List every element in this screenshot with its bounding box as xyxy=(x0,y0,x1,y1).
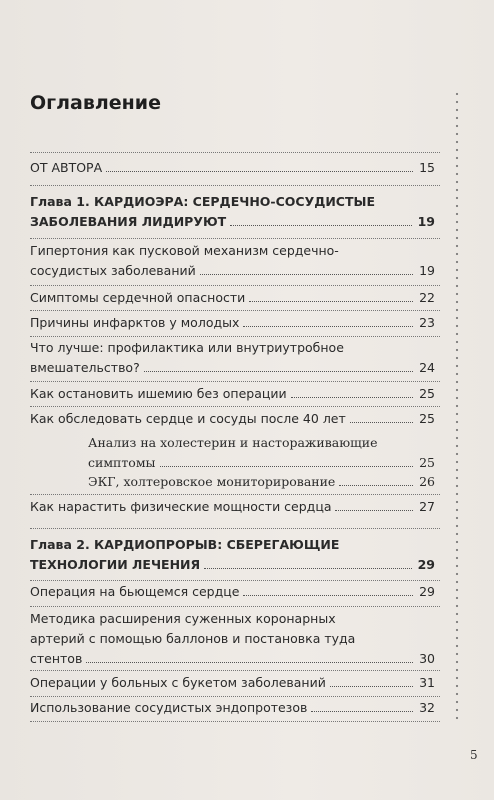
entry-text: Что лучше: профилактика или внутриутробное xyxy=(30,340,344,355)
toc-entry-endoprostheses[interactable] xyxy=(30,698,435,718)
entry-text: Использование сосудистых эндопротезов xyxy=(30,700,308,715)
entry-page: 19 xyxy=(417,214,435,229)
entry-text: вмешательство? xyxy=(30,360,140,375)
separator xyxy=(30,670,440,671)
entry-text: Как нарастить физические мощности сердца xyxy=(30,499,332,514)
entry-page: 32 xyxy=(419,700,435,715)
toc-entry-infarct-causes[interactable] xyxy=(30,313,435,333)
entry-text: Анализ на холестерин и настораживающие xyxy=(88,435,378,450)
separator xyxy=(30,528,440,529)
toc-entry-beating-heart[interactable] xyxy=(30,582,435,602)
separator xyxy=(30,238,440,239)
entry-page: 29 xyxy=(417,557,435,572)
entry-page: 25 xyxy=(419,386,435,401)
toc-title: Оглавление xyxy=(30,92,161,114)
separator xyxy=(30,336,440,337)
toc-entry-prevention[interactable] xyxy=(30,338,435,378)
toc-entry-ischemia[interactable] xyxy=(30,384,435,404)
entry-page: 25 xyxy=(419,411,435,426)
entry-page: 23 xyxy=(419,315,435,330)
toc-entry-multiple-diseases[interactable] xyxy=(30,673,435,693)
toc-entry-examine-heart[interactable] xyxy=(30,409,435,429)
separator xyxy=(30,406,440,407)
separator xyxy=(30,696,440,697)
page-number: 5 xyxy=(470,748,478,762)
separator xyxy=(30,381,440,382)
separator xyxy=(30,285,440,286)
entry-page: 30 xyxy=(419,651,435,666)
separator xyxy=(30,152,440,153)
entry-page: 31 xyxy=(419,675,435,690)
entry-text: ЭКГ, холтеровское мониторирование xyxy=(88,474,336,489)
toc-subentry-ecg[interactable] xyxy=(88,472,435,492)
entry-text: Глава 1. КАРДИОЭРА: СЕРДЕЧНО-СОСУДИСТЫЕ xyxy=(30,194,376,209)
entry-page: 26 xyxy=(419,474,435,489)
toc-entry-author[interactable] xyxy=(30,158,435,178)
entry-text: Гипертония как пусковой механизм сердечно- xyxy=(30,243,339,258)
entry-text: Как остановить ишемию без операции xyxy=(30,386,287,401)
entry-text: Операции у больных с букетом заболеваний xyxy=(30,675,326,690)
entry-text: ОТ АВТОРА xyxy=(30,160,103,175)
entry-text: стентов xyxy=(30,651,83,666)
entry-text: Операция на бьющемся сердце xyxy=(30,584,240,599)
entry-text: ЗАБОЛЕВАНИЯ ЛИДИРУЮТ xyxy=(30,214,227,229)
separator xyxy=(30,185,440,186)
entry-page: 29 xyxy=(419,584,435,599)
entry-text: ТЕХНОЛОГИИ ЛЕЧЕНИЯ xyxy=(30,557,201,572)
entry-text: Причины инфарктов у молодых xyxy=(30,315,240,330)
separator xyxy=(30,580,440,581)
separator xyxy=(30,310,440,311)
entry-page: 19 xyxy=(419,263,435,278)
toc-entry-chapter-2[interactable] xyxy=(30,535,435,575)
toc-entry-heart-power[interactable] xyxy=(30,497,435,517)
entry-page: 22 xyxy=(419,290,435,305)
entry-text: Симптомы сердечной опасности xyxy=(30,290,246,305)
dotted-rail xyxy=(455,90,459,720)
entry-text: Как обследовать сердце и сосуды после 40 лет xyxy=(30,411,346,426)
separator xyxy=(30,606,440,607)
entry-page: 24 xyxy=(419,360,435,375)
toc-entry-chapter-1[interactable] xyxy=(30,192,435,232)
entry-text: сосудистых заболеваний xyxy=(30,263,196,278)
entry-page: 27 xyxy=(419,499,435,514)
toc-entry-stents[interactable] xyxy=(30,609,435,669)
entry-page: 15 xyxy=(419,160,435,175)
entry-text: артерий с помощью баллонов и постановка туда xyxy=(30,631,356,646)
entry-text: Методика расширения суженных коронарных xyxy=(30,611,336,626)
toc-subentry-cholesterol[interactable] xyxy=(88,433,435,473)
separator xyxy=(30,721,440,722)
entry-text: симптомы xyxy=(88,455,156,470)
entry-page: 25 xyxy=(419,455,435,470)
separator xyxy=(30,494,440,495)
entry-text: Глава 2. КАРДИОПРОРЫВ: СБЕРЕГАЮЩИЕ xyxy=(30,537,340,552)
toc-entry-hypertension[interactable] xyxy=(30,241,435,281)
toc-entry-symptoms[interactable] xyxy=(30,288,435,308)
